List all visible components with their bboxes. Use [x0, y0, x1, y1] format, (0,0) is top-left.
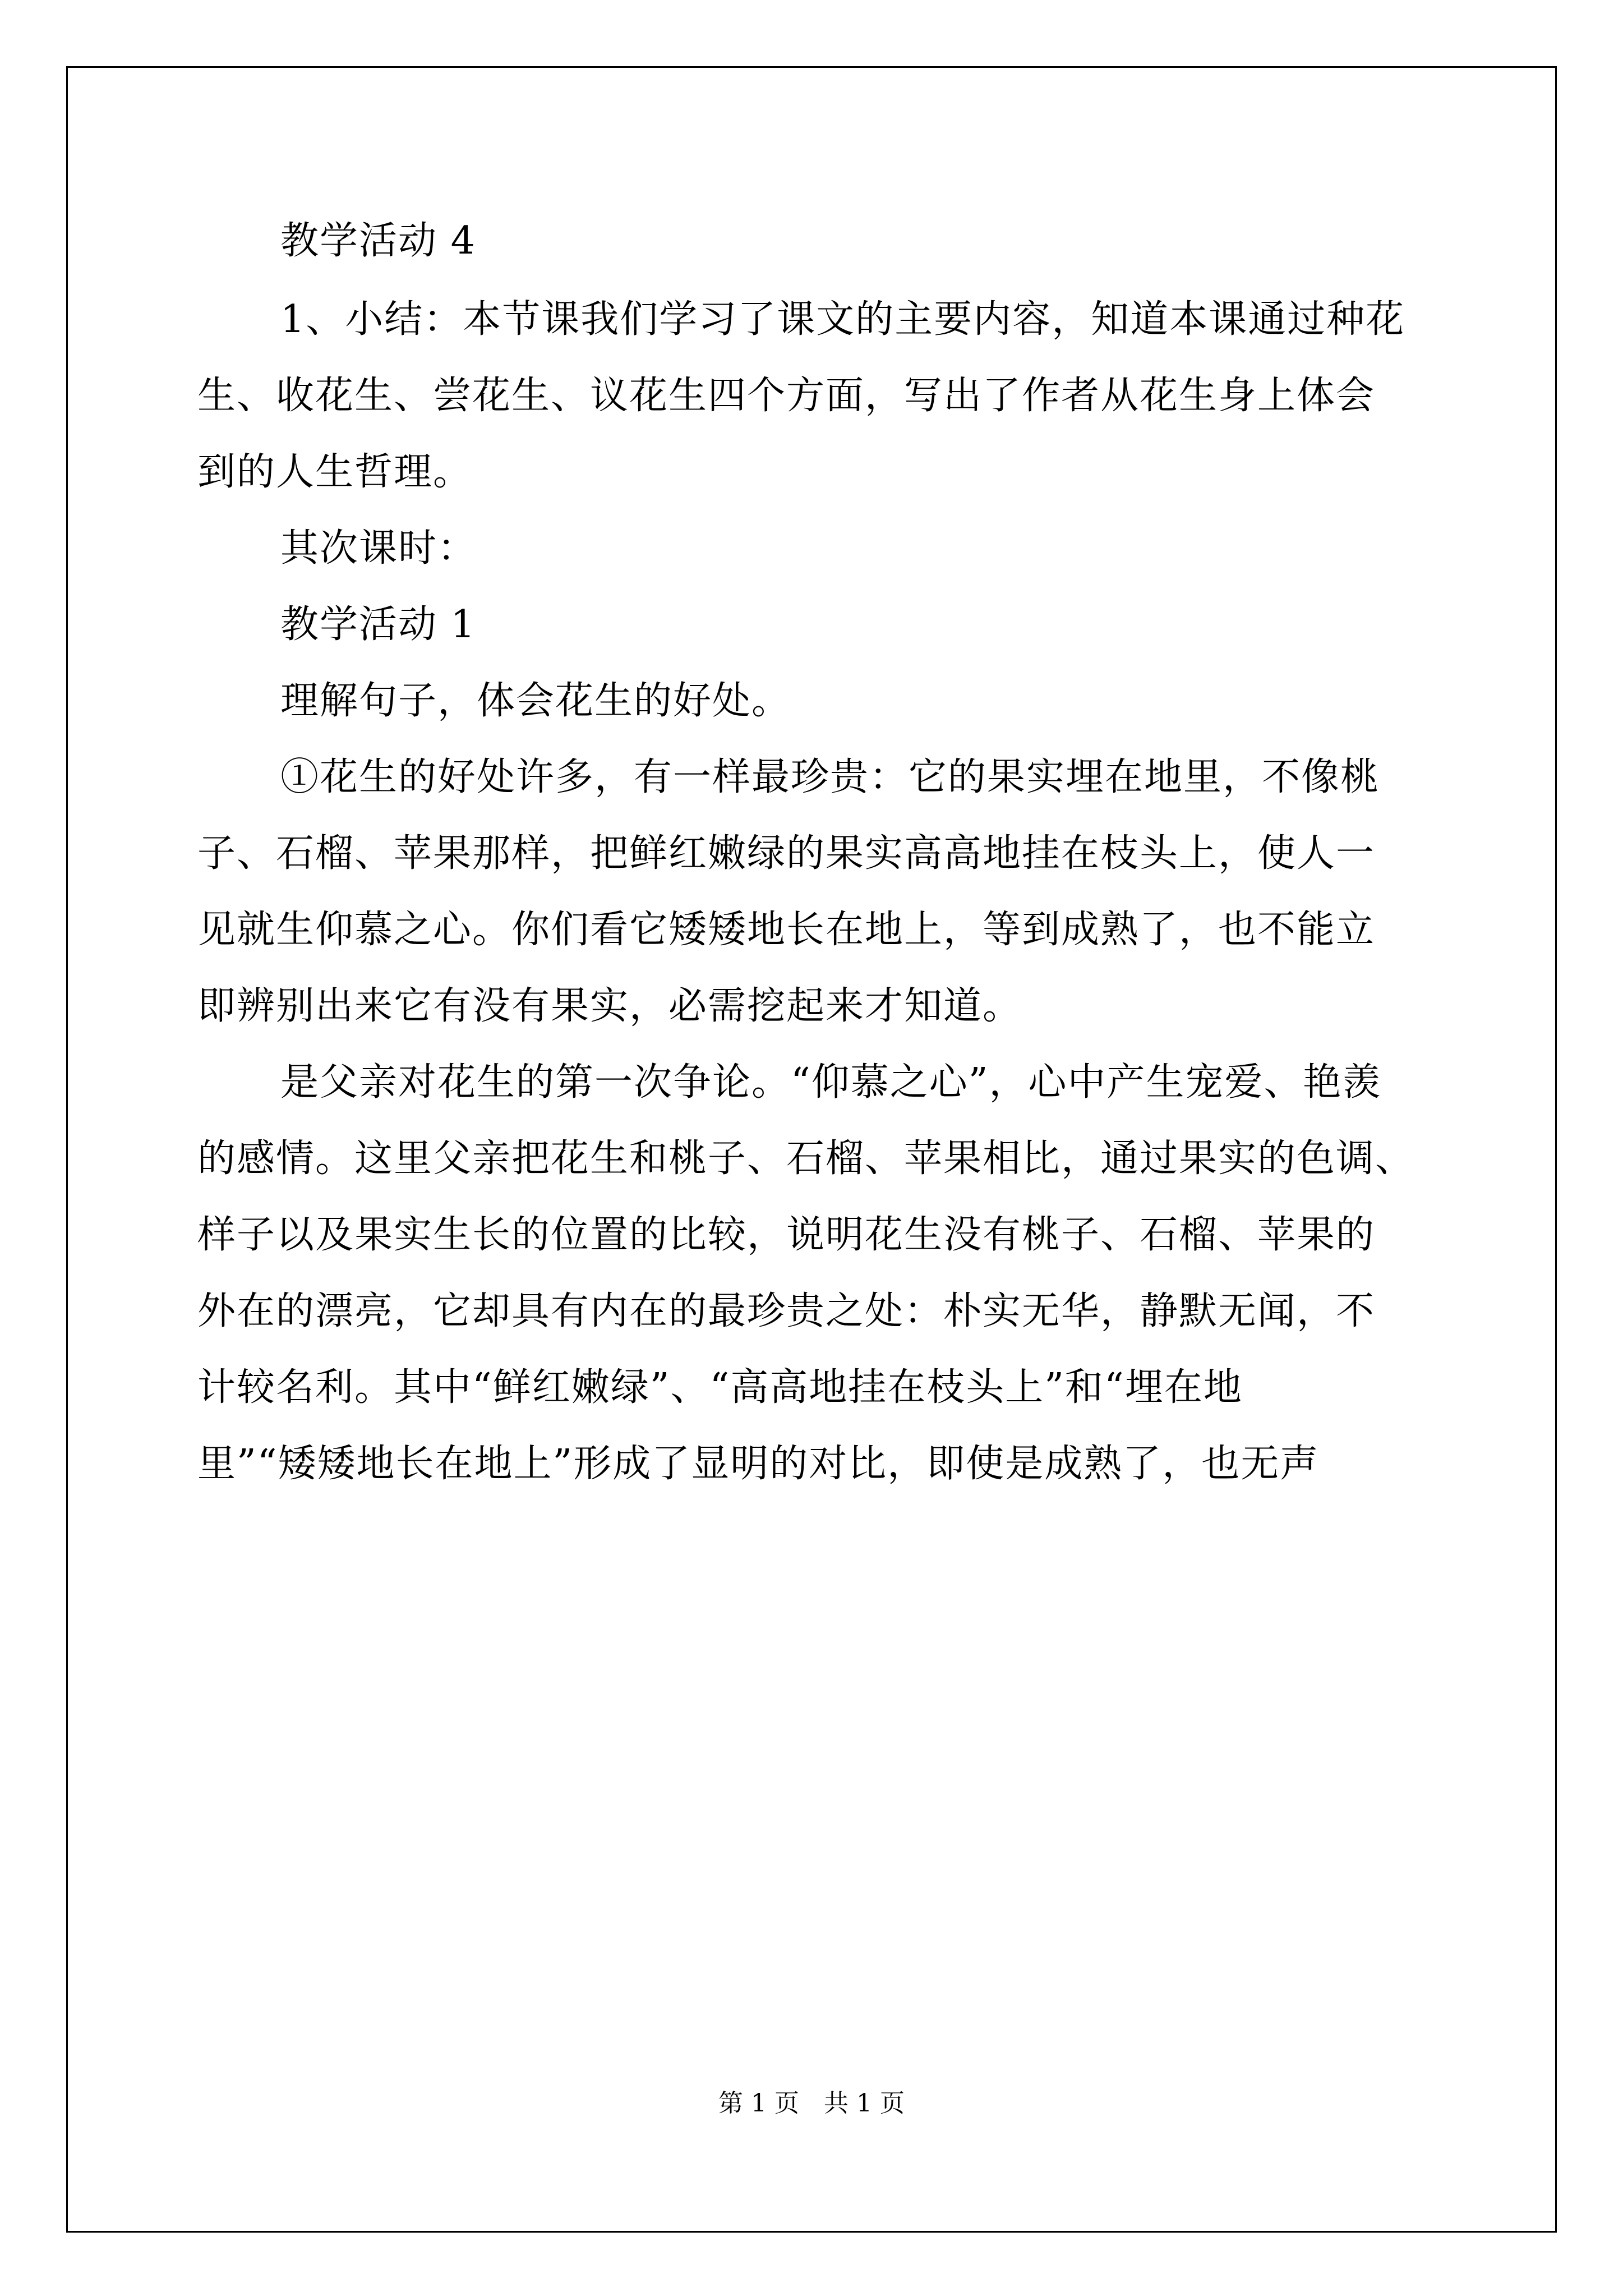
paragraph-line: 的感情。这里父亲把花生和桃子、石榴、苹果相比，通过果实的色调、 [197, 1137, 1415, 1181]
paragraph-line: 样子以及果实生长的位置的比较，说明花生没有桃子、石榴、苹果的 [197, 1213, 1376, 1257]
page-footer: 第 1 页 共 1 页 [718, 2089, 905, 2118]
paragraph-line: 计较名利。其中“鲜红嫩绿”、“高高地挂在枝头上”和“埋在地 [197, 1365, 1243, 1410]
quote-line: ①花生的好处许多，有一样最珍贵：它的果实埋在地里，不像桃 [280, 755, 1380, 799]
paragraph-line: 到的人生哲理。 [197, 450, 473, 494]
heading-activity-1: 教学活动 1 [280, 602, 476, 647]
quote-line: 见就生仰慕之心。你们看它矮矮地长在地上，等到成熟了，也不能立 [197, 908, 1376, 952]
heading-second-lesson: 其次课时： [280, 526, 477, 570]
quote-line: 子、石榴、苹果那样，把鲜红嫩绿的果实高高地挂在枝头上，使人一 [197, 831, 1376, 876]
quote-line: 即辨别出来它有没有果实，必需挖起来才知道。 [197, 984, 1022, 1028]
paragraph-line: 外在的漂亮，它却具有内在的最珍贵之处：朴实无华，静默无闻，不 [197, 1289, 1376, 1333]
paragraph-line: 是父亲对花生的第一次争论。“仰慕之心”，心中产生宠爱、艳羡 [280, 1060, 1382, 1105]
heading-activity-4: 教学活动 4 [280, 219, 476, 263]
paragraph-line: 生、收花生、尝花生、议花生四个方面，写出了作者从花生身上体会 [197, 374, 1376, 418]
paragraph-line: 里”“矮矮地长在地上”形成了显明的对比，即使是成熟了，也无声 [197, 1442, 1320, 1486]
paragraph-line: 理解句子，体会花生的好处。 [280, 679, 791, 723]
paragraph-line: 1、小结：本节课我们学习了课文的主要内容，知道本课通过种花 [280, 297, 1405, 342]
